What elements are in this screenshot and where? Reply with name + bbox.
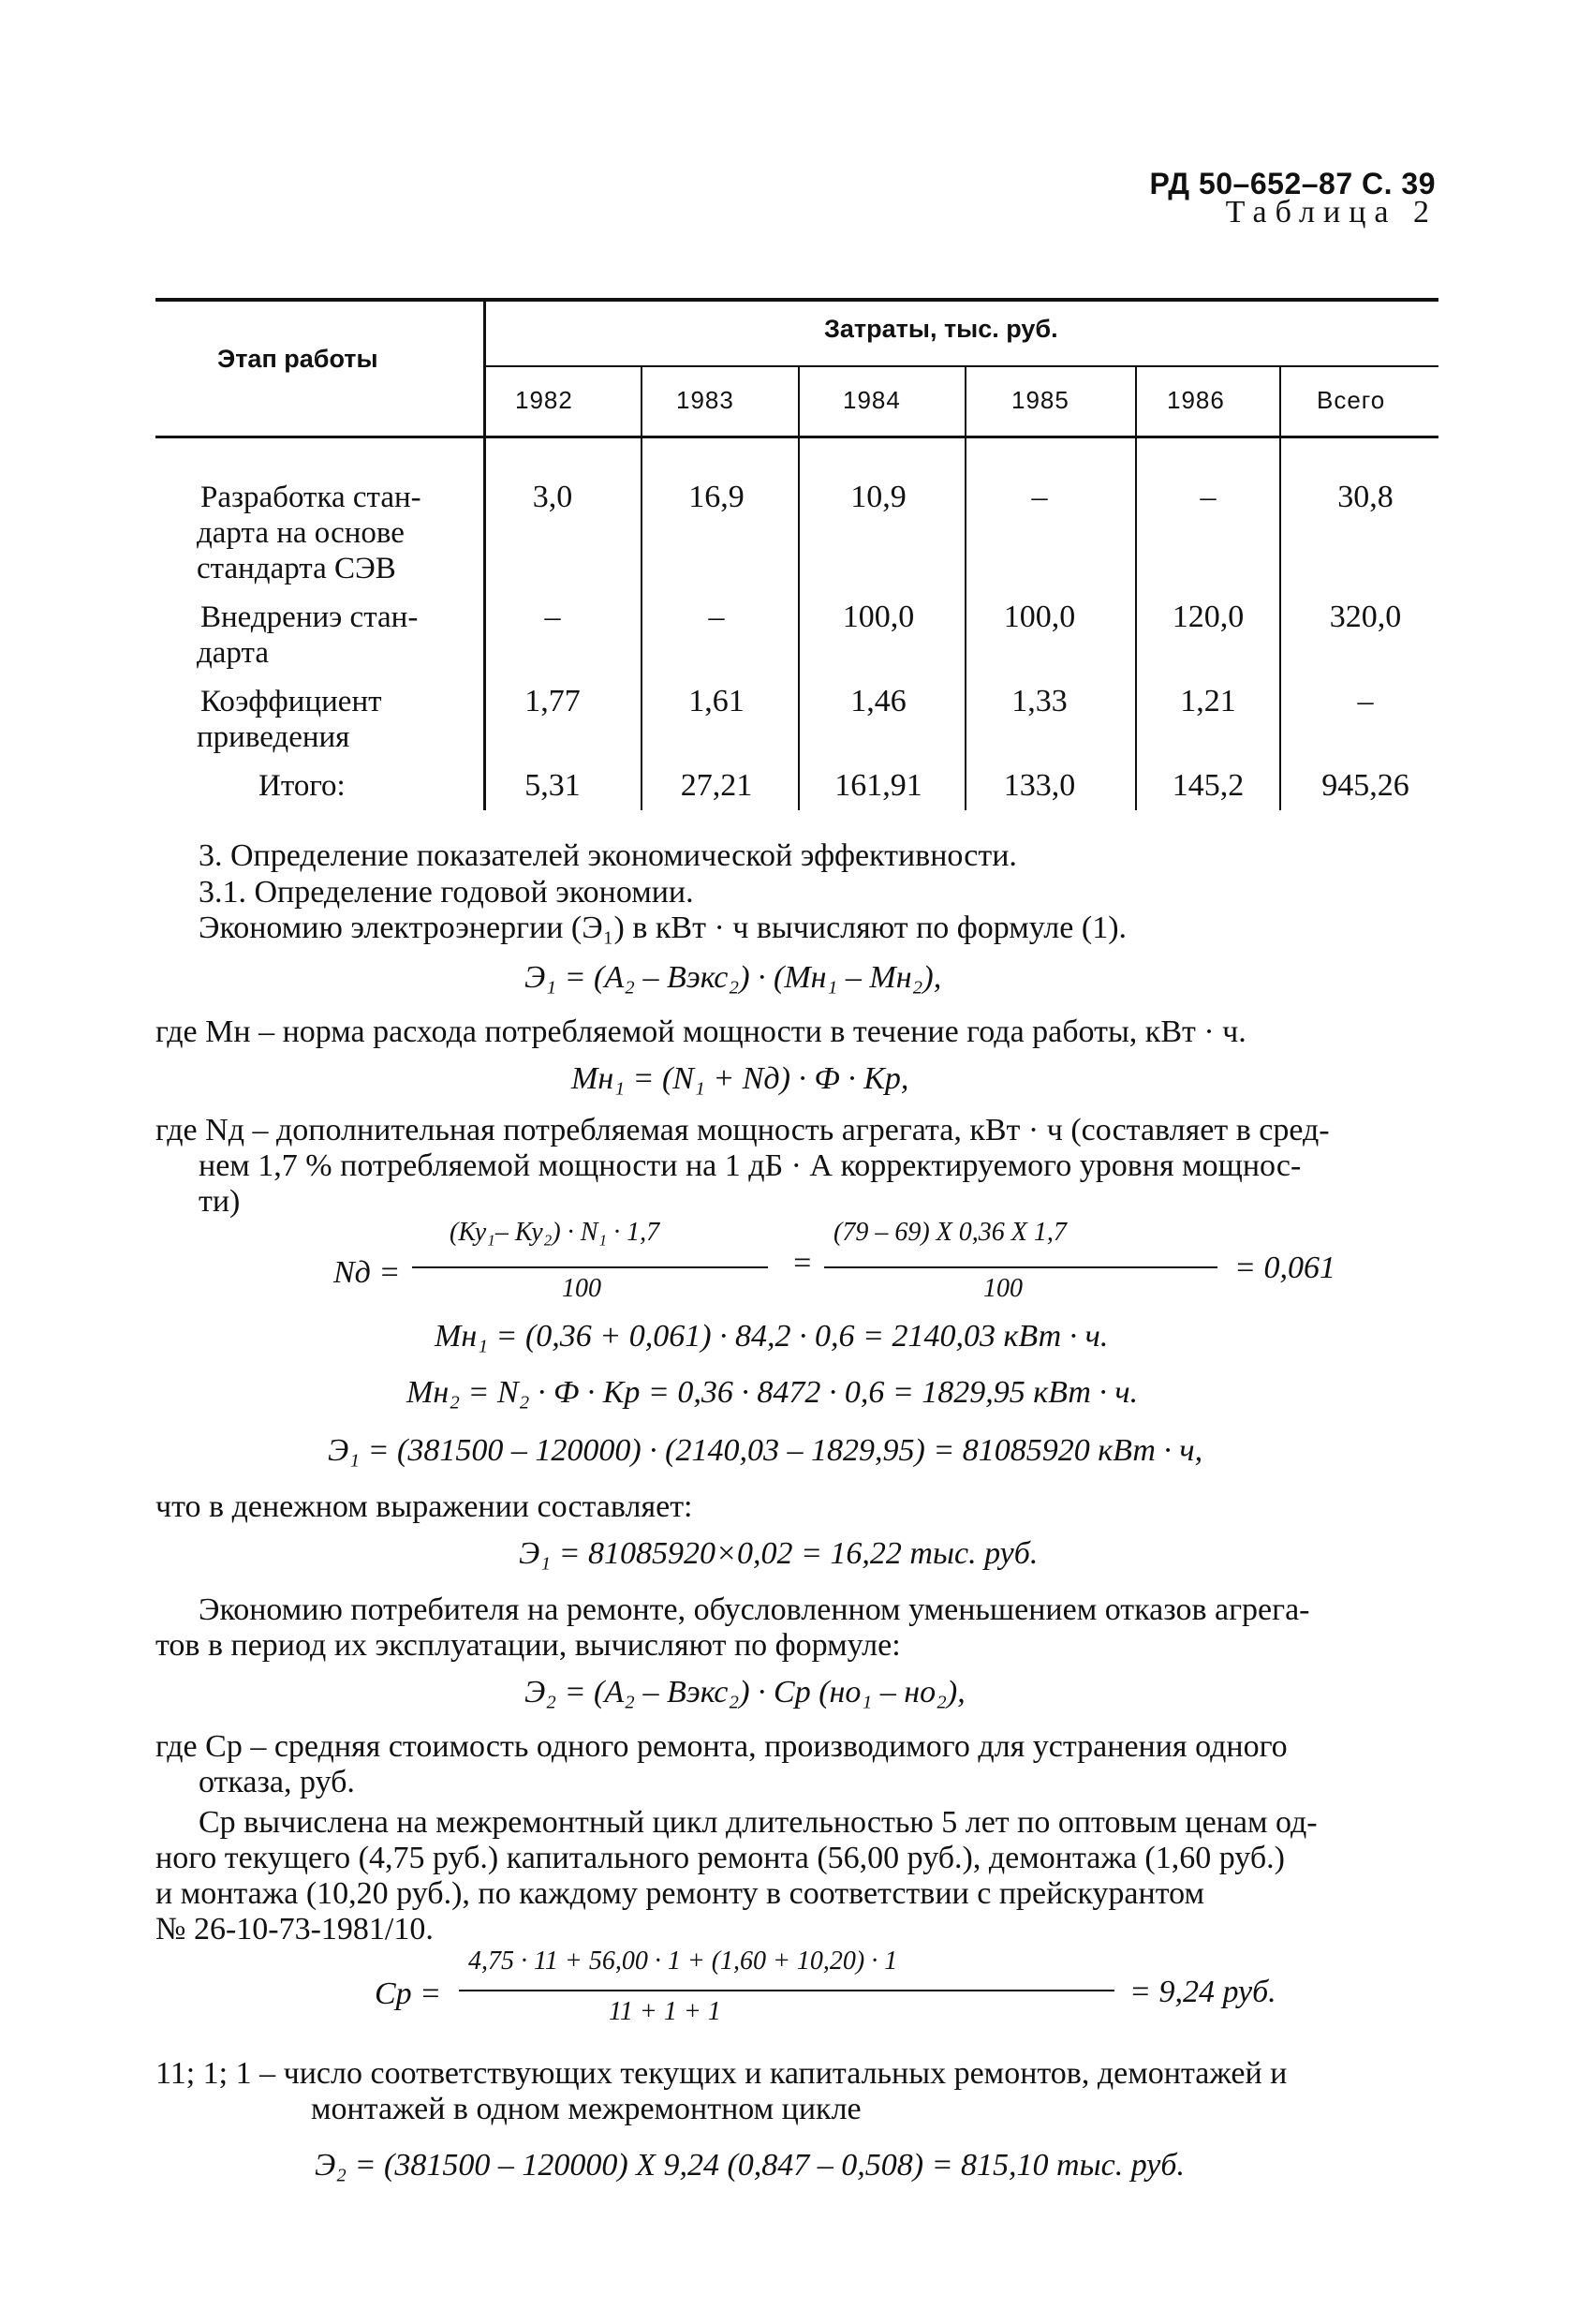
formula-mn1: Мн₁ = (N₁ + Nд) · Ф · Кр, <box>571 1061 909 1096</box>
paragraph: Экономию электроэнергии (Э₁) в кВт · ч вычисляют по формуле (1). <box>199 910 1128 945</box>
column-header-1982: 1982 <box>515 386 573 414</box>
paragraph: № 26-10-73-1981/10. <box>155 1912 434 1947</box>
table-row-label: Внедрениэ стан- дарта <box>197 600 419 670</box>
table-cell: 133,0 <box>1003 768 1076 803</box>
table-cell: 100,0 <box>1003 600 1076 634</box>
page-header: РД 50–652–87 С. 39 <box>1149 167 1436 200</box>
column-header-1984: 1984 <box>843 386 901 414</box>
table-cell: 120,0 <box>1172 600 1245 634</box>
table-cell: – <box>1031 480 1048 514</box>
paragraph: нем 1,7 % потребляемой мощности на 1 дБ · А корректируемого уровня мощнос- <box>199 1148 1302 1183</box>
table-stub-header: Этап работы <box>217 345 378 373</box>
fraction-bar <box>412 1266 768 1268</box>
paragraph: где Мн – норма расхода потребляемой мощности в течение года работы, кВт · ч. <box>155 1014 1246 1049</box>
formula-e1: Э₁ = (А₂ – Вэкс₂) · (Мн₁ – Мн₂), <box>524 960 942 995</box>
formula-cp-lhs: Ср = <box>375 1976 442 2011</box>
table-top-rule <box>155 298 1438 302</box>
paragraph: тов в период их эксплуатации, вычисляют по формуле: <box>155 1628 901 1663</box>
paragraph: монтажей в одном межремонтном цикле <box>311 2092 862 2126</box>
formula-cp-numerator: 4,75 · 11 + 56,00 · 1 + (1,60 + 10,20) · 1 <box>468 1947 898 1976</box>
section-heading: 3. Определение показателей экономической эффективности. <box>199 838 1017 873</box>
table-cell: 1,21 <box>1180 684 1236 718</box>
table-vrule <box>641 367 642 810</box>
paragraph: где Nд – дополнительная потребляемая мощность агрегата, кВт · ч (составляет в сред- <box>155 1113 1330 1147</box>
formula-mn1-value: Мн₁ = (0,36 + 0,061) · 84,2 · 0,6 = 2140,03 кВт · ч. <box>435 1319 1109 1354</box>
table-header-rule <box>155 436 1438 438</box>
table-cell: 1,46 <box>850 684 907 718</box>
formula-e1-money: Э₁ = 81085920×0,02 = 16,22 тыс. руб. <box>519 1536 1039 1571</box>
table-vrule <box>798 367 800 810</box>
table-row-label: Коэффициент приведения <box>197 685 382 754</box>
paragraph: 11; 1; 1 – число соответствующих текущих и капитальных ремонтов, демонтажей и <box>155 2056 1288 2091</box>
formula-nd-denominator2: 100 <box>983 1274 1023 1303</box>
formula-cp-denominator: 11 + 1 + 1 <box>609 1997 721 2026</box>
table-group-rule <box>485 365 1438 367</box>
table-vrule <box>1135 367 1137 810</box>
table-cell: 1,61 <box>688 684 745 718</box>
formula-mn2-value: Мн₂ = N₂ · Ф · Кр = 0,36 · 8472 · 0,6 = 1829,95 кВт · ч. <box>406 1375 1139 1410</box>
paragraph: ти) <box>199 1184 241 1219</box>
paragraph: Ср вычислена на межремонтный цикл длительностью 5 лет по оптовым ценам од- <box>199 1805 1318 1840</box>
table-vrule <box>965 367 966 810</box>
formula-e2: Э₂ = (А₂ – Вэкс₂) · Ср (но₁ – но₂), <box>524 1675 966 1710</box>
table-row-label: Итого: <box>258 769 346 803</box>
formula-nd-numerator2: (79 – 69) X 0,36 X 1,7 <box>833 1218 1067 1247</box>
paragraph: ного текущего (4,75 руб.) капитального ремонта (56,00 руб.), демонтажа (1,60 руб.) <box>155 1841 1285 1875</box>
table-group-header: Затраты, тыс. руб. <box>824 315 1058 343</box>
formula-cp-result: = 9,24 руб. <box>1129 1975 1276 2009</box>
table-cell: 320,0 <box>1329 600 1402 634</box>
paragraph: что в денежном выражении составляет: <box>155 1489 693 1524</box>
table-vrule <box>483 300 486 810</box>
table-vrule <box>1279 367 1281 810</box>
column-header-1985: 1985 <box>1011 386 1069 414</box>
column-header-1986: 1986 <box>1167 386 1225 414</box>
table-cell: – <box>1200 480 1217 514</box>
subsection-heading: 3.1. Определение годовой экономии. <box>199 875 694 910</box>
table-cell: 945,26 <box>1321 768 1409 803</box>
column-header-total: Всего <box>1317 386 1386 414</box>
formula-e1-value: Э₁ = (381500 – 120000) · (2140,03 – 1829,95) = 81085920 кВт · ч, <box>328 1433 1203 1468</box>
formula-nd-denominator: 100 <box>562 1274 601 1303</box>
fraction-bar <box>824 1266 1217 1268</box>
paragraph: Экономию потребителя на ремонте, обусловленном уменьшением отказов агрега- <box>199 1592 1310 1627</box>
paragraph: отказа, руб. <box>199 1765 355 1799</box>
paragraph: и монтажа (10,20 руб.), по каждому ремонту в соответствии с прейскурантом <box>155 1876 1204 1911</box>
table-cell: 10,9 <box>850 480 907 514</box>
table-cell: – <box>708 600 725 634</box>
table-cell: 1,77 <box>524 684 581 718</box>
table-cell: – <box>544 600 561 634</box>
paragraph: где Ср – средняя стоимость одного ремонта, производимого для устранения одного <box>155 1729 1288 1764</box>
table-cell: 1,33 <box>1011 684 1068 718</box>
formula-nd-lhs: Nд = <box>333 1255 401 1290</box>
formula-nd-numerator: (Ку₁– Ку₂) · N₁ · 1,7 <box>450 1218 660 1247</box>
table-cell: 16,9 <box>688 480 745 514</box>
column-header-1983: 1983 <box>676 386 734 414</box>
table-cell: 5,31 <box>524 768 581 803</box>
table-caption: Таблица 2 <box>1225 195 1438 229</box>
table-cell: 27,21 <box>680 768 753 803</box>
fraction-bar <box>459 1990 1114 1991</box>
table-cell: 161,91 <box>834 768 922 803</box>
table-cell: 100,0 <box>842 600 915 634</box>
table-cell: 145,2 <box>1172 768 1245 803</box>
table-cell: 3,0 <box>532 480 573 514</box>
formula-equals: = <box>791 1246 813 1280</box>
table-row-label: Разработка стан- дарта на основе стандарта СЭВ <box>197 481 421 585</box>
formula-e2-value: Э₂ = (381500 – 120000) X 9,24 (0,847 – 0,508) = 815,10 тыс. руб. <box>315 2148 1185 2183</box>
table-cell: – <box>1357 684 1374 718</box>
table-cell: 30,8 <box>1337 480 1394 514</box>
formula-nd-result: = 0,061 <box>1234 1251 1335 1285</box>
